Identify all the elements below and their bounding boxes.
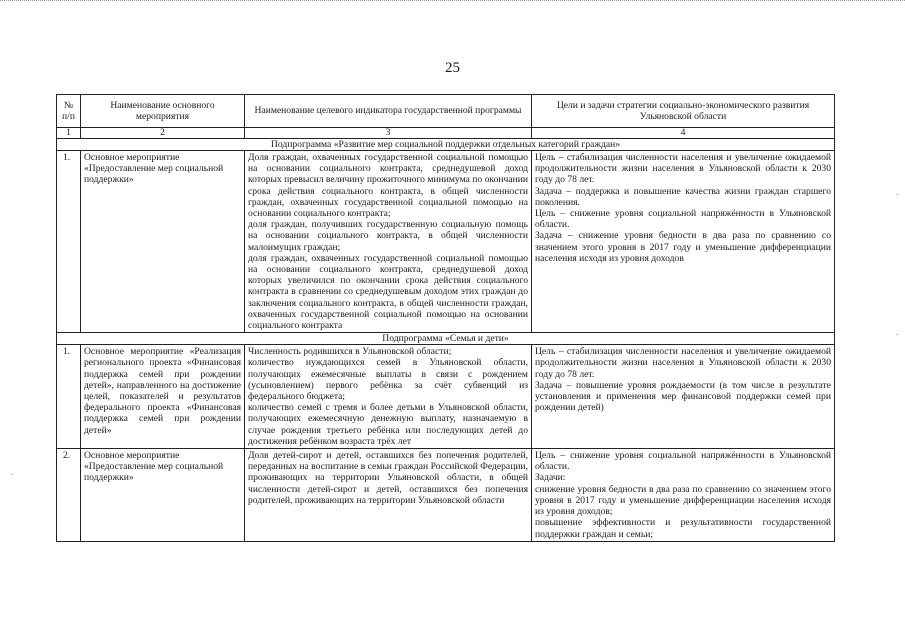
document-table-container xyxy=(56,94,834,542)
goal-item: Задача – поддержка и повышение качества жизни граждан старшего поколения. xyxy=(535,185,831,208)
indicator-cell xyxy=(245,449,532,542)
goals-cell xyxy=(532,449,835,542)
row-number: 2. xyxy=(57,449,81,542)
scan-edge xyxy=(0,0,905,5)
goal-item: Задача – снижение уровня бедности в два раза по сравнению со значением этого уровня в 2017 году и уменьшение дифференциации населения исходя из уровня доходов xyxy=(535,230,831,264)
subprogram-heading-row xyxy=(57,333,835,345)
page-number: 25 xyxy=(445,60,460,76)
column-numbers-row xyxy=(57,128,835,139)
indicator-cell xyxy=(245,151,532,333)
scan-mark: · xyxy=(895,330,899,341)
goal-item: Задача – повышение уровня рождаемости (в том числе в результате установления и применения мер финансовой поддержки семей при рождении детей) xyxy=(535,379,831,414)
column-number: 4 xyxy=(532,128,835,139)
row-number: 1. xyxy=(57,345,81,449)
activity-cell: Основное мероприятие «Реализация регионального проекта «Финансовая поддержка семей при рождении детей», направленного на достижение целей, показателей и результатов федерального проекта «Финансовая поддержка семей при рождении детей» xyxy=(81,345,245,449)
column-number: 3 xyxy=(245,128,532,139)
indicator-item: Доля граждан, охваченных государственной социальной помощью на основании социального контракта, среднедушевой доход которых превысил величину прожиточного минимума по окончании срока действия социального контракта, в общей численности граждан, охваченных государственной социальной помощью на основании социального контракта; xyxy=(248,152,528,220)
indicator-item: доля граждан, охваченных государственной социальной помощью на основании социального контракта, среднедушевой доход которых увеличился по окончании срока действия социального контракта в сравнении со среднедушевым доходом этих граждан до заключения социального контракта, в общей численности граждан, охваченных государственной социальной помощью на основании социального контракта xyxy=(248,252,528,332)
header-indicator: Наименование целевого индикатора государственной программы xyxy=(245,95,532,128)
activity-cell: Основное мероприятие «Предоставление мер социальной поддержки» xyxy=(81,151,245,333)
row-number: 1. xyxy=(57,151,81,333)
goal-item: Цель – стабилизация численности населения и увеличение ожидаемой продолжительности жизни населения в Ульяновской области к 2030 году до 78 лет. xyxy=(535,346,831,380)
goal-item: Цель – снижение уровня социальной напряжённости в Ульяновской области. xyxy=(535,450,831,473)
indicator-cell xyxy=(245,345,532,449)
table-header-row xyxy=(57,95,835,128)
subprogram-title: Подпрограмма «Развитие мер социальной поддержки отдельных категорий граждан» xyxy=(57,139,835,151)
table-row xyxy=(57,151,835,333)
header-activity: Наименование основного мероприятия xyxy=(81,95,245,128)
indicator-item: Доля детей-сирот и детей, оставшихся без попечения родителей, переданных на воспитание в семьи граждан Российской Федерации, проживающих на территории Ульяновской области, в общей численности детей-сирот и детей, оставшихся без попечения родителей, проживающих на территории Ульяновской области xyxy=(248,450,528,506)
scan-mark: · xyxy=(895,190,899,201)
indicator-item: Численность родившихся в Ульяновской области; xyxy=(248,346,452,358)
table-row xyxy=(57,345,835,449)
subprogram-heading-row xyxy=(57,139,835,151)
goals-cell xyxy=(532,345,835,449)
header-number: № п/п xyxy=(57,95,81,128)
indicator-item: количество семей с тремя и более детьми в Ульяновской области, получающих ежемесячную денежную выплату, назначаемую в случае рождения третьего ребёнка или последующих детей до достижения ребёнком возраста трёх лет xyxy=(248,402,528,447)
indicator-item: количество нуждающихся семей в Ульяновской области, получающих ежемесячные выплаты в связи с рождением (усыновлением) первого ребёнка за счёт субвенций из федерального бюджета; xyxy=(248,357,528,403)
header-goals: Цели и задачи стратегии социально-экономического развития Ульяновской области xyxy=(532,95,835,128)
table-row xyxy=(57,449,835,542)
goal-item: Цель – снижение уровня социальной напряжённости в Ульяновской области. xyxy=(535,208,831,231)
goal-item: Задачи: xyxy=(535,472,566,484)
goal-item: Цель – стабилизация численности населения и увеличение ожидаемой продолжительности жизни населения в Ульяновской области к 2030 году до 78 лет. xyxy=(535,152,831,186)
subprogram-title: Подпрограмма «Семья и дети» xyxy=(57,333,835,345)
indicator-item: доля граждан, получивших государственную социальную помощь на основании социального контракта, в общей численности малоимущих граждан; xyxy=(248,219,528,253)
activity-cell: Основное мероприятие «Предоставление мер социальной поддержки» xyxy=(81,449,245,542)
goals-cell xyxy=(532,151,835,333)
column-number: 2 xyxy=(81,128,245,139)
strategy-table xyxy=(56,94,835,542)
goal-item: снижение уровня бедности в два раза по сравнению со значением этого уровня в 2017 году и уменьшение дифференциации населения исходя из уровня доходов; xyxy=(535,483,831,518)
scan-mark: · xyxy=(10,470,14,481)
goal-item: повышение эффективности и результативности государственной поддержки граждан и семьи; xyxy=(535,517,831,540)
column-number: 1 xyxy=(57,128,81,139)
